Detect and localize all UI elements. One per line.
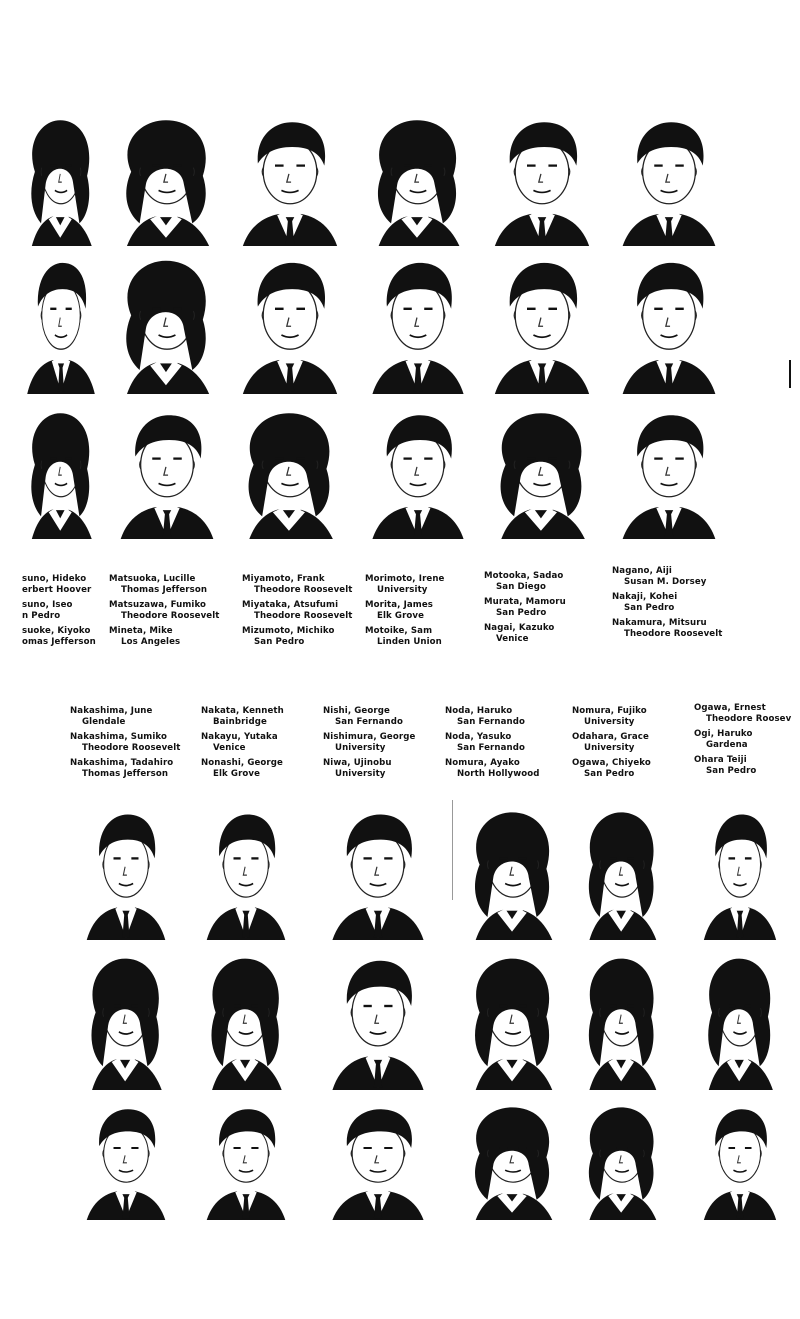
- student-name: Ogi, Haruko: [694, 728, 753, 739]
- name-entry: [109, 600, 219, 623]
- student-name: Morimoto, Irene: [365, 574, 445, 584]
- student-school: Theodore Roosevelt: [82, 743, 181, 754]
- student-school: Theodore Roosevelt: [254, 585, 353, 596]
- student-name: Nakayu, Yutaka: [201, 731, 278, 742]
- student-school: North Hollywood: [457, 769, 540, 780]
- name-entry: [445, 732, 540, 755]
- name-entry: [242, 626, 352, 649]
- name-entry: [242, 600, 352, 623]
- bottom-portrait-r3-c4: [458, 1100, 568, 1220]
- student-school: Elk Grove: [213, 769, 261, 780]
- student-school: Elk Grove: [377, 611, 425, 622]
- student-name: Noda, Yasuko: [445, 731, 512, 742]
- student-name: Nakashima, June: [70, 706, 153, 716]
- student-school: San Fernando: [457, 743, 525, 754]
- name-entry: [694, 755, 791, 778]
- student-school: Bainbridge: [213, 717, 267, 728]
- name-entry: [109, 574, 219, 597]
- bottom-names-col-4: [445, 706, 540, 783]
- name-entry: [70, 758, 180, 781]
- student-school: Thomas Jefferson: [82, 769, 169, 780]
- top-portrait-r1-c3: [230, 112, 350, 246]
- bottom-portrait-r3-c5: [574, 1100, 670, 1220]
- top-portrait-r2-c3: [230, 252, 350, 394]
- top-portrait-r2-c1: [18, 252, 104, 394]
- student-name: suoke, Kiyoko: [22, 625, 91, 636]
- student-name: Ogawa, Chiyeko: [572, 757, 651, 768]
- bottom-portrait-r1-c1: [76, 804, 176, 940]
- bottom-portrait-r2-c3: [320, 950, 436, 1090]
- student-school: Los Angeles: [121, 637, 181, 648]
- student-name: Nonashi, George: [201, 757, 283, 768]
- student-school: Glendale: [82, 717, 126, 728]
- name-entry: [484, 597, 566, 620]
- student-school: San Fernando: [457, 717, 525, 728]
- name-entry: [201, 706, 284, 729]
- student-name: Morita, James: [365, 599, 433, 610]
- student-school: omas Jefferson: [22, 637, 96, 648]
- name-entry: [612, 566, 722, 589]
- student-school: San Pedro: [496, 608, 547, 619]
- student-name: Ogawa, Ernest: [694, 703, 766, 713]
- bottom-portrait-r2-c2: [196, 950, 296, 1090]
- top-names-col-6: [612, 566, 722, 643]
- student-school: Gardena: [706, 740, 748, 751]
- name-entry: [612, 618, 722, 641]
- student-name: suno, Hideko: [22, 574, 87, 584]
- student-school: San Fernando: [335, 717, 403, 728]
- bottom-names-col-1: [70, 706, 180, 783]
- student-school: San Pedro: [706, 766, 757, 777]
- bottom-portrait-r1-c5: [574, 804, 670, 940]
- student-school: San Diego: [496, 582, 546, 593]
- student-school: San Pedro: [624, 603, 675, 614]
- top-portrait-r2-c5: [482, 252, 602, 394]
- name-entry: [70, 706, 180, 729]
- name-entry: [572, 706, 651, 729]
- student-name: Miyamoto, Frank: [242, 574, 325, 584]
- student-name: Ohara Teiji: [694, 754, 747, 765]
- name-entry: [323, 732, 415, 755]
- bottom-names-col-5: [572, 706, 651, 783]
- name-entry: [365, 600, 444, 623]
- top-portrait-r1-c6: [610, 112, 728, 246]
- name-entry: [445, 758, 540, 781]
- bottom-portrait-r2-c6: [694, 950, 786, 1090]
- student-name: Nakamura, Mitsuru: [612, 617, 707, 628]
- name-entry: [242, 574, 352, 597]
- bottom-names-col-3: [323, 706, 415, 783]
- student-school: University: [584, 717, 635, 728]
- name-entry: [572, 732, 651, 755]
- student-name: Odahara, Grace: [572, 731, 649, 742]
- top-names-col-1: [22, 574, 96, 651]
- student-school: n Pedro: [22, 611, 61, 622]
- bottom-portrait-r3-c1: [76, 1100, 176, 1220]
- top-portrait-r1-c5: [482, 112, 602, 246]
- bottom-portrait-r2-c1: [76, 950, 176, 1090]
- student-school: San Pedro: [584, 769, 635, 780]
- student-school: University: [584, 743, 635, 754]
- top-portrait-r1-c1: [18, 112, 104, 246]
- student-name: Motooka, Sadao: [484, 571, 564, 581]
- top-names-col-4: [365, 574, 444, 651]
- student-name: Nakaji, Kohei: [612, 591, 678, 602]
- student-school: Theodore Roosevelt: [624, 629, 723, 640]
- name-entry: [612, 592, 722, 615]
- student-school: Thomas Jefferson: [121, 585, 208, 596]
- student-school: Venice: [496, 634, 529, 645]
- student-school: erbert Hoover: [22, 585, 92, 596]
- bottom-portrait-r2-c4: [458, 950, 568, 1090]
- bottom-portrait-r1-c4: [458, 804, 568, 940]
- student-school: Theodore Roosevelt: [121, 611, 220, 622]
- student-name: Nakata, Kenneth: [201, 706, 284, 716]
- student-school: Linden Union: [377, 637, 442, 648]
- top-portrait-r3-c4: [360, 405, 476, 539]
- name-entry: [694, 703, 791, 726]
- top-portrait-r3-c5: [482, 405, 602, 539]
- top-portrait-r1-c4: [360, 112, 476, 246]
- top-names-col-5: [484, 571, 566, 648]
- bottom-portrait-r1-c2: [196, 804, 296, 940]
- name-entry: [22, 600, 96, 623]
- name-entry: [484, 571, 566, 594]
- student-name: Nishimura, George: [323, 731, 416, 742]
- student-name: Motoike, Sam: [365, 625, 433, 636]
- bottom-portrait-r3-c3: [320, 1100, 436, 1220]
- student-name: Nomura, Ayako: [445, 757, 520, 768]
- student-school: Susan M. Dorsey: [624, 577, 707, 588]
- student-name: Mineta, Mike: [109, 625, 173, 636]
- name-entry: [572, 758, 651, 781]
- top-portrait-r2-c2: [108, 252, 226, 394]
- student-school: Theodore Roosevelt: [254, 611, 353, 622]
- top-portrait-r3-c3: [230, 405, 350, 539]
- bottom-names-col-2: [201, 706, 284, 783]
- student-name: Matsuzawa, Fumiko: [109, 599, 207, 610]
- student-school: Theodore Roosev: [706, 714, 792, 725]
- name-entry: [201, 758, 284, 781]
- top-portrait-r1-c2: [108, 112, 226, 246]
- bottom-portrait-r1-c6: [694, 804, 786, 940]
- student-name: suno, Iseo: [22, 599, 73, 610]
- top-portrait-r2-c4: [360, 252, 476, 394]
- name-entry: [365, 626, 444, 649]
- student-school: University: [335, 743, 386, 754]
- name-entry: [109, 626, 219, 649]
- student-school: Venice: [213, 743, 246, 754]
- bottom-portrait-r3-c6: [694, 1100, 786, 1220]
- bottom-portrait-r2-c5: [574, 950, 670, 1090]
- student-school: San Pedro: [254, 637, 305, 648]
- name-entry: [22, 574, 96, 597]
- name-entry: [365, 574, 444, 597]
- student-name: Nagano, Aiji: [612, 566, 672, 576]
- student-name: Nagai, Kazuko: [484, 622, 555, 633]
- name-entry: [201, 732, 284, 755]
- student-name: Murata, Mamoru: [484, 596, 566, 607]
- student-name: Nomura, Fujiko: [572, 706, 647, 716]
- student-name: Mizumoto, Michiko: [242, 625, 335, 636]
- name-entry: [694, 729, 791, 752]
- student-school: University: [377, 585, 428, 596]
- name-entry: [22, 626, 96, 649]
- name-entry: [484, 623, 566, 646]
- scan-mark: [789, 360, 791, 388]
- name-entry: [445, 706, 540, 729]
- name-entry: [323, 706, 415, 729]
- scan-mark: [452, 800, 453, 900]
- student-name: Nishi, George: [323, 706, 390, 716]
- top-portrait-r2-c6: [610, 252, 728, 394]
- student-name: Miyataka, Atsufumi: [242, 599, 339, 610]
- student-name: Matsuoka, Lucille: [109, 574, 196, 584]
- name-entry: [70, 732, 180, 755]
- student-name: Nakashima, Sumiko: [70, 731, 167, 742]
- bottom-portrait-r3-c2: [196, 1100, 296, 1220]
- top-portrait-r3-c1: [18, 405, 104, 539]
- top-portrait-r3-c2: [108, 405, 226, 539]
- student-name: Nakashima, Tadahiro: [70, 757, 174, 768]
- bottom-names-col-6: [694, 703, 791, 780]
- bottom-portrait-r1-c3: [320, 804, 436, 940]
- student-school: University: [335, 769, 386, 780]
- top-portrait-r3-c6: [610, 405, 728, 539]
- student-name: Niwa, Ujinobu: [323, 757, 392, 768]
- student-name: Noda, Haruko: [445, 706, 513, 716]
- name-entry: [323, 758, 415, 781]
- top-names-col-3: [242, 574, 352, 651]
- top-names-col-2: [109, 574, 219, 651]
